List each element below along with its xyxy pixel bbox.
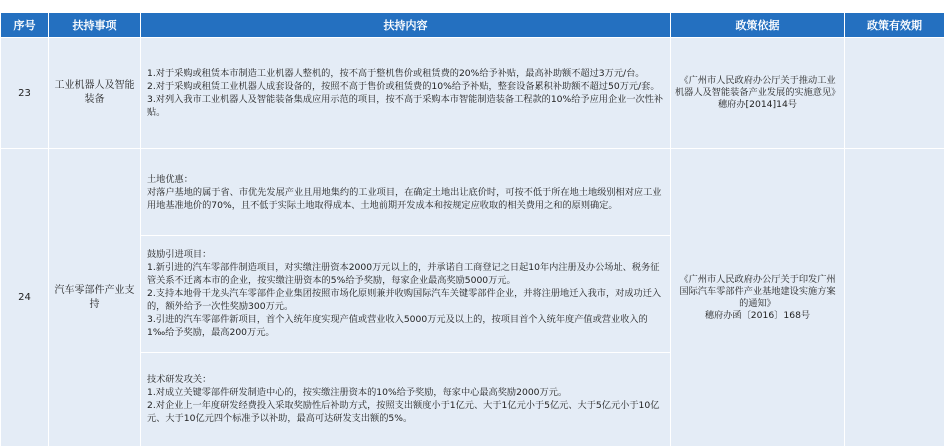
- support-content: [141, 149, 671, 447]
- support-item: 汽车零部件产业支持: [49, 149, 141, 447]
- policy-table: [0, 12, 944, 447]
- support-content: [141, 38, 671, 149]
- content-line: 对落户基地的属于省、市优先发展产业且用地集约的工业项目，在确定土地出让底价时，可按不低于所在地土地级别相对应工业用地基准地价的70%，且不低于实际土地取得成本、土地前期开发成本和按规定应收取的相关费用之和的原则确定。: [147, 186, 664, 212]
- support-item: 工业机器人及智能装备: [49, 38, 141, 149]
- content-line: 1.对成立关键零部件研发制造中心的，按实缴注册资本的10%给予奖励，每家中心最高奖励2000万元。: [147, 386, 664, 399]
- policy-effective-period: [845, 149, 944, 447]
- policy-basis: [671, 149, 845, 447]
- header-content: 扶持内容: [141, 13, 671, 38]
- table-row-23: [1, 38, 944, 149]
- content-line: 3.引进的汽车零部件新项目，首个入统年度实现产值或营业收入5000万元及以上的，按项目首个入统年度产值或营业收入的1‰给予奖励，最高200万元。: [147, 313, 664, 339]
- basis-doc-number: 穗府办[2014]14号: [675, 99, 840, 111]
- basis-title: 《广州市人民政府办公厅关于推动工业机器人及智能装备产业发展的实施意见》: [675, 75, 840, 99]
- content-line: 1.对于采购或租赁本市制造工业机器人整机的，按不高于整机售价或租赁费的20%给予补贴，最高补助额不超过3万元/台。: [147, 67, 664, 80]
- header-num: 序号: [1, 13, 49, 38]
- section-heading: 鼓励引进项目：: [147, 248, 664, 261]
- basis-doc-number: 穗府办函〔2016〕168号: [675, 310, 840, 322]
- table-row-24: [1, 149, 944, 447]
- table-header-row: [1, 13, 944, 38]
- header-basis: 政策依据: [671, 13, 845, 38]
- header-effective: 政策有效期: [845, 13, 944, 38]
- content-line: 2.对于采购或租赁工业机器人成套设备的，按照不高于售价或租赁费的10%给予补贴，整套设备累积补助额不超过50万元/套。: [147, 80, 664, 93]
- header-item: 扶持事项: [49, 13, 141, 38]
- row-number: 23: [1, 38, 49, 149]
- content-line: 2.对企业上一年度研发经费投入采取奖励性后补助方式，按照支出额度小于1亿元、大于1亿元小于5亿元、大于5亿元小于10亿元、大于10亿元四个标准予以补助，最高可达研发支出额的5%。: [147, 399, 664, 425]
- policy-effective-period: [845, 38, 944, 149]
- section-heading: 土地优惠：: [147, 173, 664, 186]
- row-number: 24: [1, 149, 49, 447]
- content-section-introduction: [141, 236, 670, 353]
- basis-title: 《广州市人民政府办公厅关于印发广州国际汽车零部件产业基地建设实施方案的通知》: [675, 274, 840, 310]
- content-section-land: [141, 151, 670, 236]
- section-heading: 技术研发攻关：: [147, 373, 664, 386]
- content-line: 1.新引进的汽车零部件制造项目，对实缴注册资本2000万元以上的，并承诺自工商登记之日起10年内注册及办公场址、税务征管关系不迁离本市的企业，按实缴注册资本的5%给予奖励，每家企业最高奖励5000万元。: [147, 261, 664, 287]
- content-line: 3.对列入我市工业机器人及智能装备集成应用示范的项目，按不高于采购本市智能制造装备工程款的10%给予应用企业一次性补贴。: [147, 93, 664, 119]
- policy-basis: [671, 38, 845, 149]
- content-line: 2.支持本地骨干龙头汽车零部件企业集团按照市场化原则兼并收购国际汽车关键零部件企业，并将注册地迁入我市，对成功迁入的，额外给予一次性奖励300万元。: [147, 287, 664, 313]
- content-section-rnd: [141, 353, 670, 445]
